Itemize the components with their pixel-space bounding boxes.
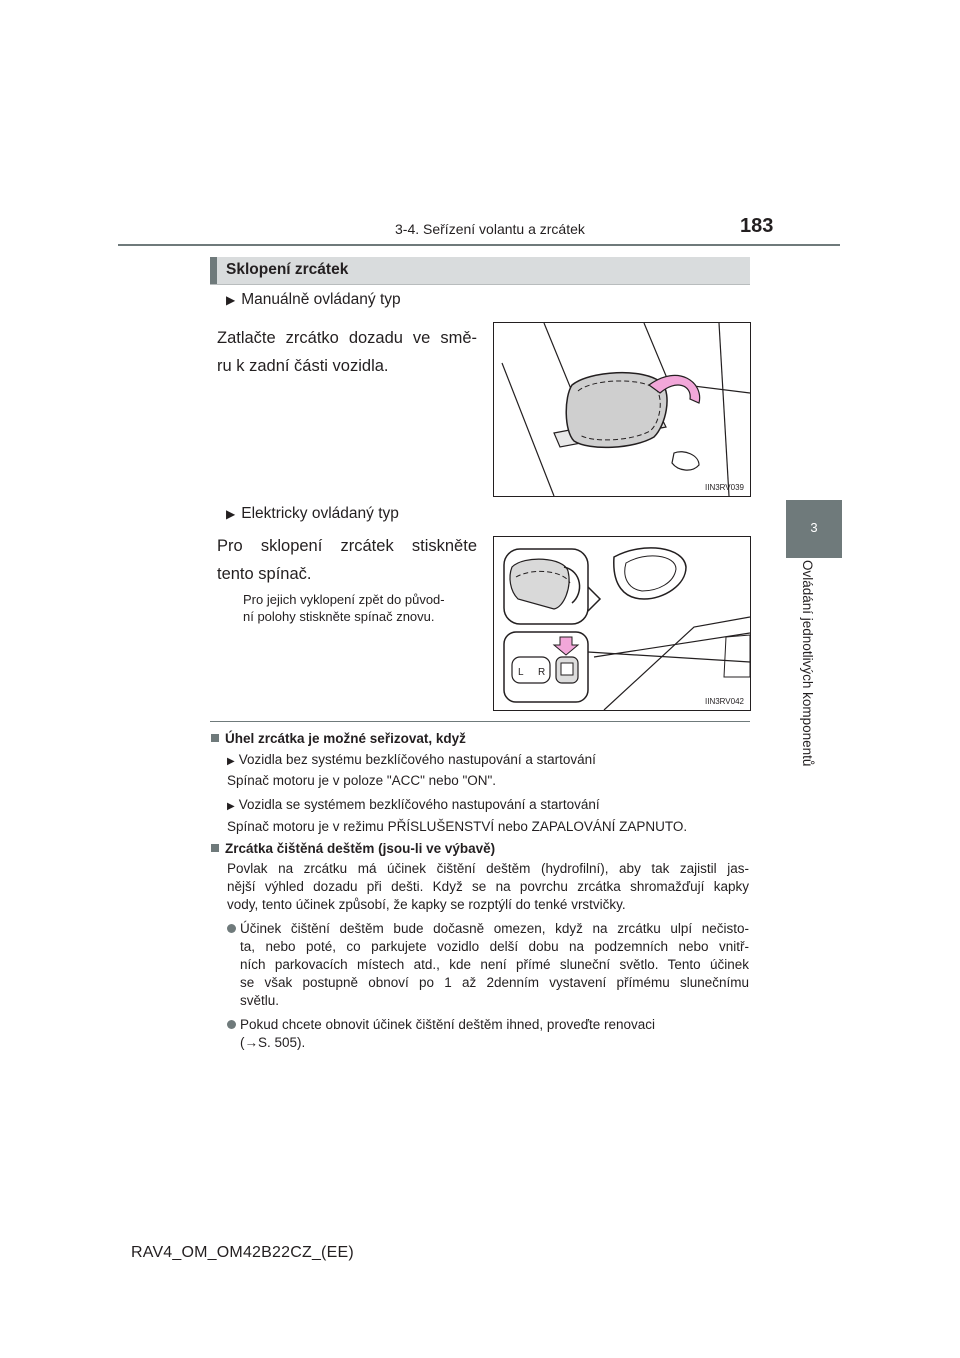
rain-bullet-1-line5: světlu. [240,993,280,1008]
rain-bullet-1-line2: ta, nebo poté, co parkujete vozidlo delší dobu na podzemních nebo vnitř- [240,939,749,954]
figure-code: IIN3RV042 [705,697,744,706]
figure-code: IIN3RV039 [705,483,744,492]
note-heading-angle: Úhel zrcátka je možné seřizovat, když [211,731,466,746]
chapter-number: 3 [810,520,818,535]
rain-paragraph-line1: Povlak na zrcátku má účinek čištění deštěm (hydrofilní), aby tak zajistil jas- [227,861,749,876]
electric-note-line1: Pro jejich vyklopení zpět do původ- [243,592,445,607]
section-rule [210,284,750,285]
angle-item-2: ▶ Vozidla se systémem bezklíčového nastupování a startování [227,796,600,816]
electric-note-line2: ní polohy stiskněte spínač znovu. [243,609,435,624]
angle-text-2: Spínač motoru je v režimu PŘÍSLUŠENSTVÍ nebo ZAPALOVÁNÍ ZAPNUTO. [227,819,688,834]
manual-instruction-line2: ru k zadní části vozidla. [217,357,389,375]
rain-bullet-1-line4: se však postupně obnoví po 1 až 2denním vystavení přímému slunečnímu [240,975,749,990]
rain-paragraph-line3: vody, tento účinek způsobí, že kapky se rozptýlí do tenké vrstvičky. [227,897,626,912]
triangle-bullet-icon: ▶ [226,293,236,307]
figure-manual-mirror [493,322,751,497]
document-code: RAV4_OM_OM42B22CZ_(EE) [131,1244,354,1261]
figure-electric-mirror [493,536,751,711]
rain-paragraph-line2: nější výhled dozadu při dešti. Když se na povrchu zrcátka shromažďují kapky [227,879,749,894]
manual-instruction-line1: Zatlačte zrcátko dozadu ve smě- [217,329,477,347]
electric-type-heading: ▶ Elektricky ovládaný typ [226,505,399,522]
angle-text-1: Spínač motoru je v poloze "ACC" nebo "ON". [227,773,497,788]
section-heading-bar [210,257,750,284]
switch-label-right: R [538,667,546,678]
section-heading-marker [210,257,217,284]
section-heading: Sklopení zrcátek [226,261,349,278]
switch-label-left: L [518,667,524,678]
square-bullet-icon [211,734,219,742]
electric-instruction-line1: Pro sklopení zrcátek stiskněte [217,537,477,555]
chapter-title-vertical [800,560,820,790]
circle-bullet-icon [227,1020,236,1029]
rain-bullet-1-line3: ních parkovacích místech atd., kde není přímé sluneční světlo. Tento účinek [240,957,749,972]
header-section-title: 3-4. Seřízení volantu a zrcátek [395,221,585,237]
rain-bullet-1-line1: Účinek čištění deštěm bude dočasně omezen, když na zrcátku ulpí nečisto- [227,920,749,938]
triangle-bullet-icon: ▶ [226,507,236,521]
notes-separator [210,721,750,722]
electric-instruction-line2: tento spínač. [217,565,312,583]
chapter-title: Ovládání jednotlivých komponentů [800,560,815,767]
mirror-fold-illustration [494,323,750,496]
angle-item-1: ▶ Vozidla bez systému bezklíčového nastupování a startování [227,751,596,771]
triangle-bullet-icon: ▶ [227,756,235,767]
square-bullet-icon [211,844,219,852]
circle-bullet-icon [227,924,236,933]
header-rule [118,244,840,246]
manual-type-heading: ▶ Manuálně ovládaný typ [226,291,401,308]
page-reference-link[interactable]: (→S. 505). [240,1035,306,1050]
rain-bullet-2-line1: Pokud chcete obnovit účinek čištění deštěm ihned, proveďte renovaci [227,1016,749,1034]
note-heading-rain: Zrcátka čištěná deštěm (jsou-li ve výbavě) [211,841,495,856]
triangle-bullet-icon: ▶ [227,801,235,812]
mirror-switch-illustration [494,537,750,710]
page-number: 183 [740,215,774,237]
